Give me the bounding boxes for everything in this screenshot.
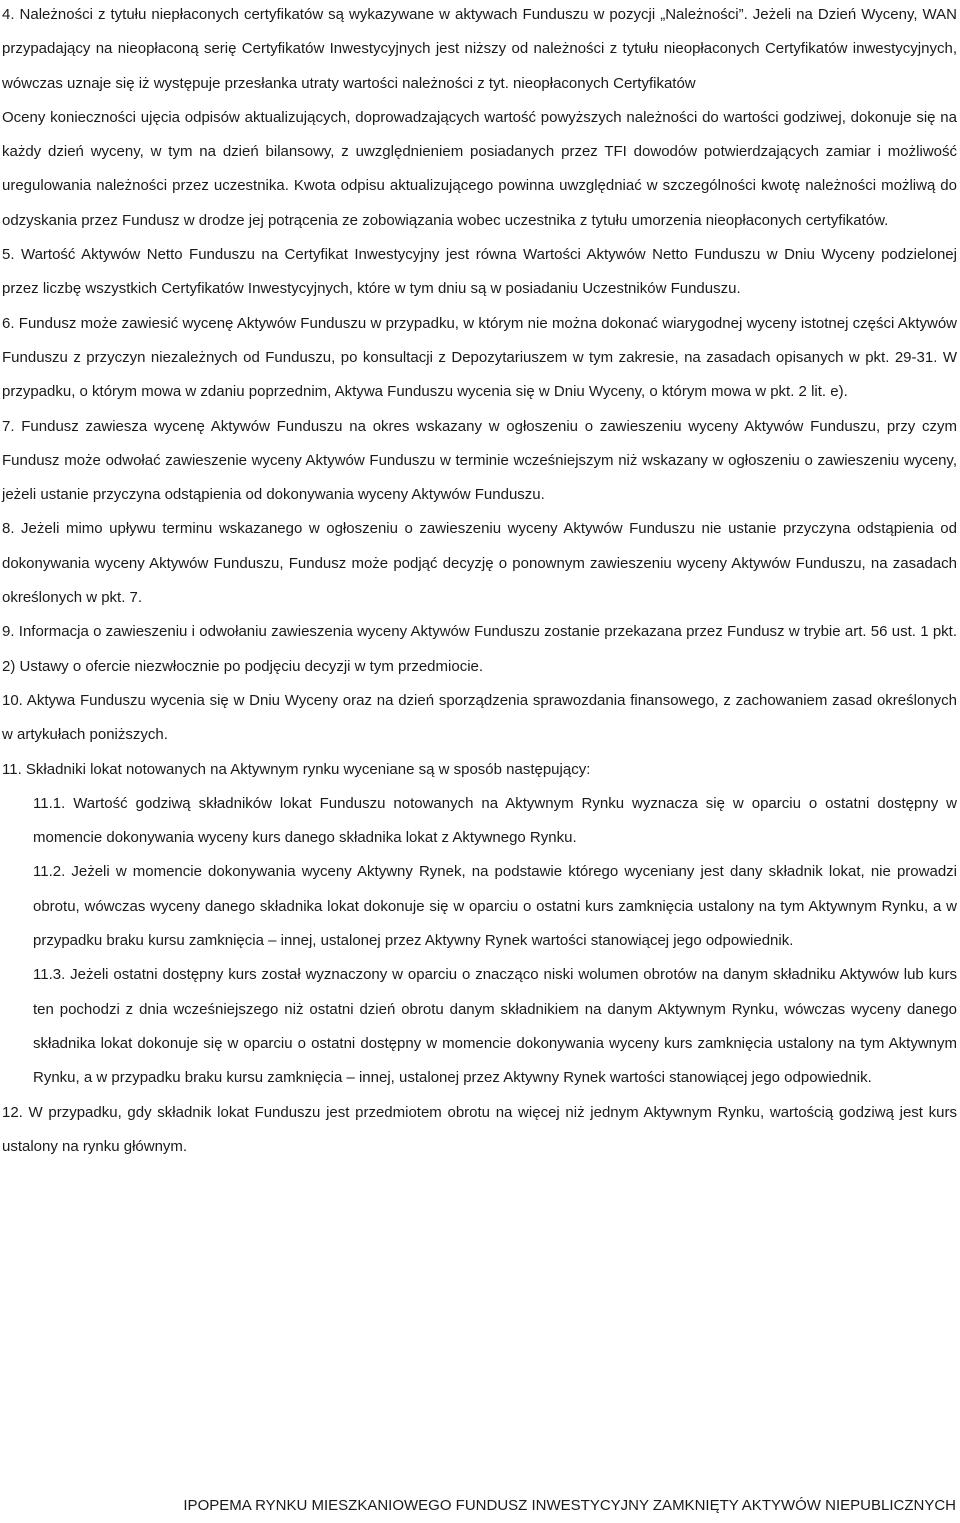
paragraph-12: 12. W przypadku, gdy składnik lokat Funduszu jest przedmiotem obrotu na więcej niż jednym Aktywnym Rynku, wartością godziwą jest kurs ustalony na rynku głównym. [2,1103,957,1155]
subparagraph-11-2: 11.2. Jeżeli w momencie dokonywania wyceny Aktywny Rynek, na podstawie którego wyceniany jest dany składnik lokat, nie prowadzi obrotu, wówczas wyceny danego składnika lokat dokonuje się w oparciu o ostatni kurs zamknięcia ustalony na tym Aktywnym Rynku, a w przypadku braku kursu zamknięcia – innej, ustalonej przez Aktywny Rynek wartości stanowiącej jego odpowiednik. [33,863,957,950]
subparagraph-11-1: 11.1. Wartość godziwą składników lokat Funduszu notowanych na Aktywnym Rynku wyznacza się w oparciu o ostatni dostępny w momencie dokonywania wyceny kurs danego składnika lokat z Aktywnego Rynku. [33,794,957,847]
paragraph-11: 11. Składniki lokat notowanych na Aktywnym rynku wyceniane są w sposób następujący: [2,760,591,778]
paragraph-4-continued: Oceny konieczności ujęcia odpisów aktualizujących, doprowadzających wartość powyższych należności do wartości godziwej, dokonuje się na każdy dzień wyceny, w tym na dzień bilansowy, z uwzględnieniem posiadanych przez TFI dowodów potwierdzających zamiar i możliwość uregulowania należności przez uczestnika. Kwota odpisu aktualizującego powinna uwzględniać w szczególności kwotę należności możliwą do odzyskania przez Fundusz w drodze jej potrącenia ze zobowiązania wobec uczestnika z tytułu umorzenia nieopłaconych certyfikatów. [2,108,957,229]
paragraph-10: 10. Aktywa Funduszu wycenia się w Dniu Wyceny oraz na dzień sporządzenia sprawozdania finansowego, z zachowaniem zasad określonych w artykułach poniższych. [2,691,957,744]
page-footer: IPOPEMA RYNKU MIESZKANIOWEGO FUNDUSZ INWESTYCYJNY ZAMKNIĘTY AKTYWÓW NIEPUBLICZNYCH [183,1497,956,1514]
subparagraph-11-3: 11.3. Jeżeli ostatni dostępny kurs został wyznaczony w oparciu o znacząco niski wolumen obrotów na danym składniku Aktywów lub kurs ten pochodzi z dnia wcześniejszego niż ostatni dzień obrotu danym składnikiem na danym Aktywnym Rynku, wówczas wyceny danego składnika lokat dokonuje się w oparciu o ostatni dostępny w momencie dokonywania wyceny kurs zamknięcia ustalony na tym Aktywnym Rynku, a w przypadku braku kursu zamknięcia – innej, ustalonej przez Aktywny Rynek wartości stanowiącej jego odpowiednik. [33,966,957,1087]
paragraph-8: 8. Jeżeli mimo upływu terminu wskazanego w ogłoszeniu o zawieszeniu wyceny Aktywów Funduszu nie ustanie przyczyna odstąpienia od dokonywania wyceny Aktywów Funduszu, Fundusz może podjąć decyzję o ponownym zawieszeniu wyceny Aktywów Funduszu, na zasadach określonych w pkt. 7. [2,520,957,607]
paragraph-7: 7. Fundusz zawiesza wycenę Aktywów Funduszu na okres wskazany w ogłoszeniu o zawieszeniu wyceny Aktywów Funduszu, przy czym Fundusz może odwołać zawieszenie wyceny Aktywów Funduszu w terminie wcześniejszym niż wskazany w ogłoszeniu o zawieszeniu wyceny, jeżeli ustanie przyczyna odstąpienia od dokonywania wyceny Aktywów Funduszu. [2,417,957,504]
paragraph-9: 9. Informacja o zawieszeniu i odwołaniu zawieszenia wyceny Aktywów Funduszu zostanie przekazana przez Fundusz w trybie art. 56 ust. 1 pkt. 2) Ustawy o ofercie niezwłocznie po podjęciu decyzji w tym przedmiocie. [2,623,957,675]
paragraph-6: 6. Fundusz może zawiesić wycenę Aktywów Funduszu w przypadku, w którym nie można dokonać wiarygodnej wyceny istotnej części Aktywów Funduszu z przyczyn niezależnych od Funduszu, po konsultacji z Depozytariuszem w tym zakresie, na zasadach opisanych w pkt. 29-31. W przypadku, o którym mowa w zdaniu poprzednim, Aktywa Funduszu wycenia się w Dniu Wyceny, o którym mowa w pkt. 2 lit. e). [2,314,957,401]
paragraph-4: 4. Należności z tytułu niepłaconych certyfikatów są wykazywane w aktywach Funduszu w pozycji „Należności”. Jeżeli na Dzień Wyceny, WAN przypadający na nieopłaconą serię Certyfikatów Inwestycyjnych jest niższy od należności z tytułu nieopłaconych Certyfikatów inwestycyjnych, wówczas uznaje się iż występuje przesłanka utraty wartości należności z tyt. nieopłaconych Certyfikatów [2,6,957,92]
document-body [2,0,957,1164]
paragraph-5: 5. Wartość Aktywów Netto Funduszu na Certyfikat Inwestycyjny jest równa Wartości Aktywów Netto Funduszu w Dniu Wyceny podzielonej przez liczbę wszystkich Certyfikatów Inwestycyjnych, które w tym dniu są w posiadaniu Uczestników Funduszu. [2,246,957,298]
